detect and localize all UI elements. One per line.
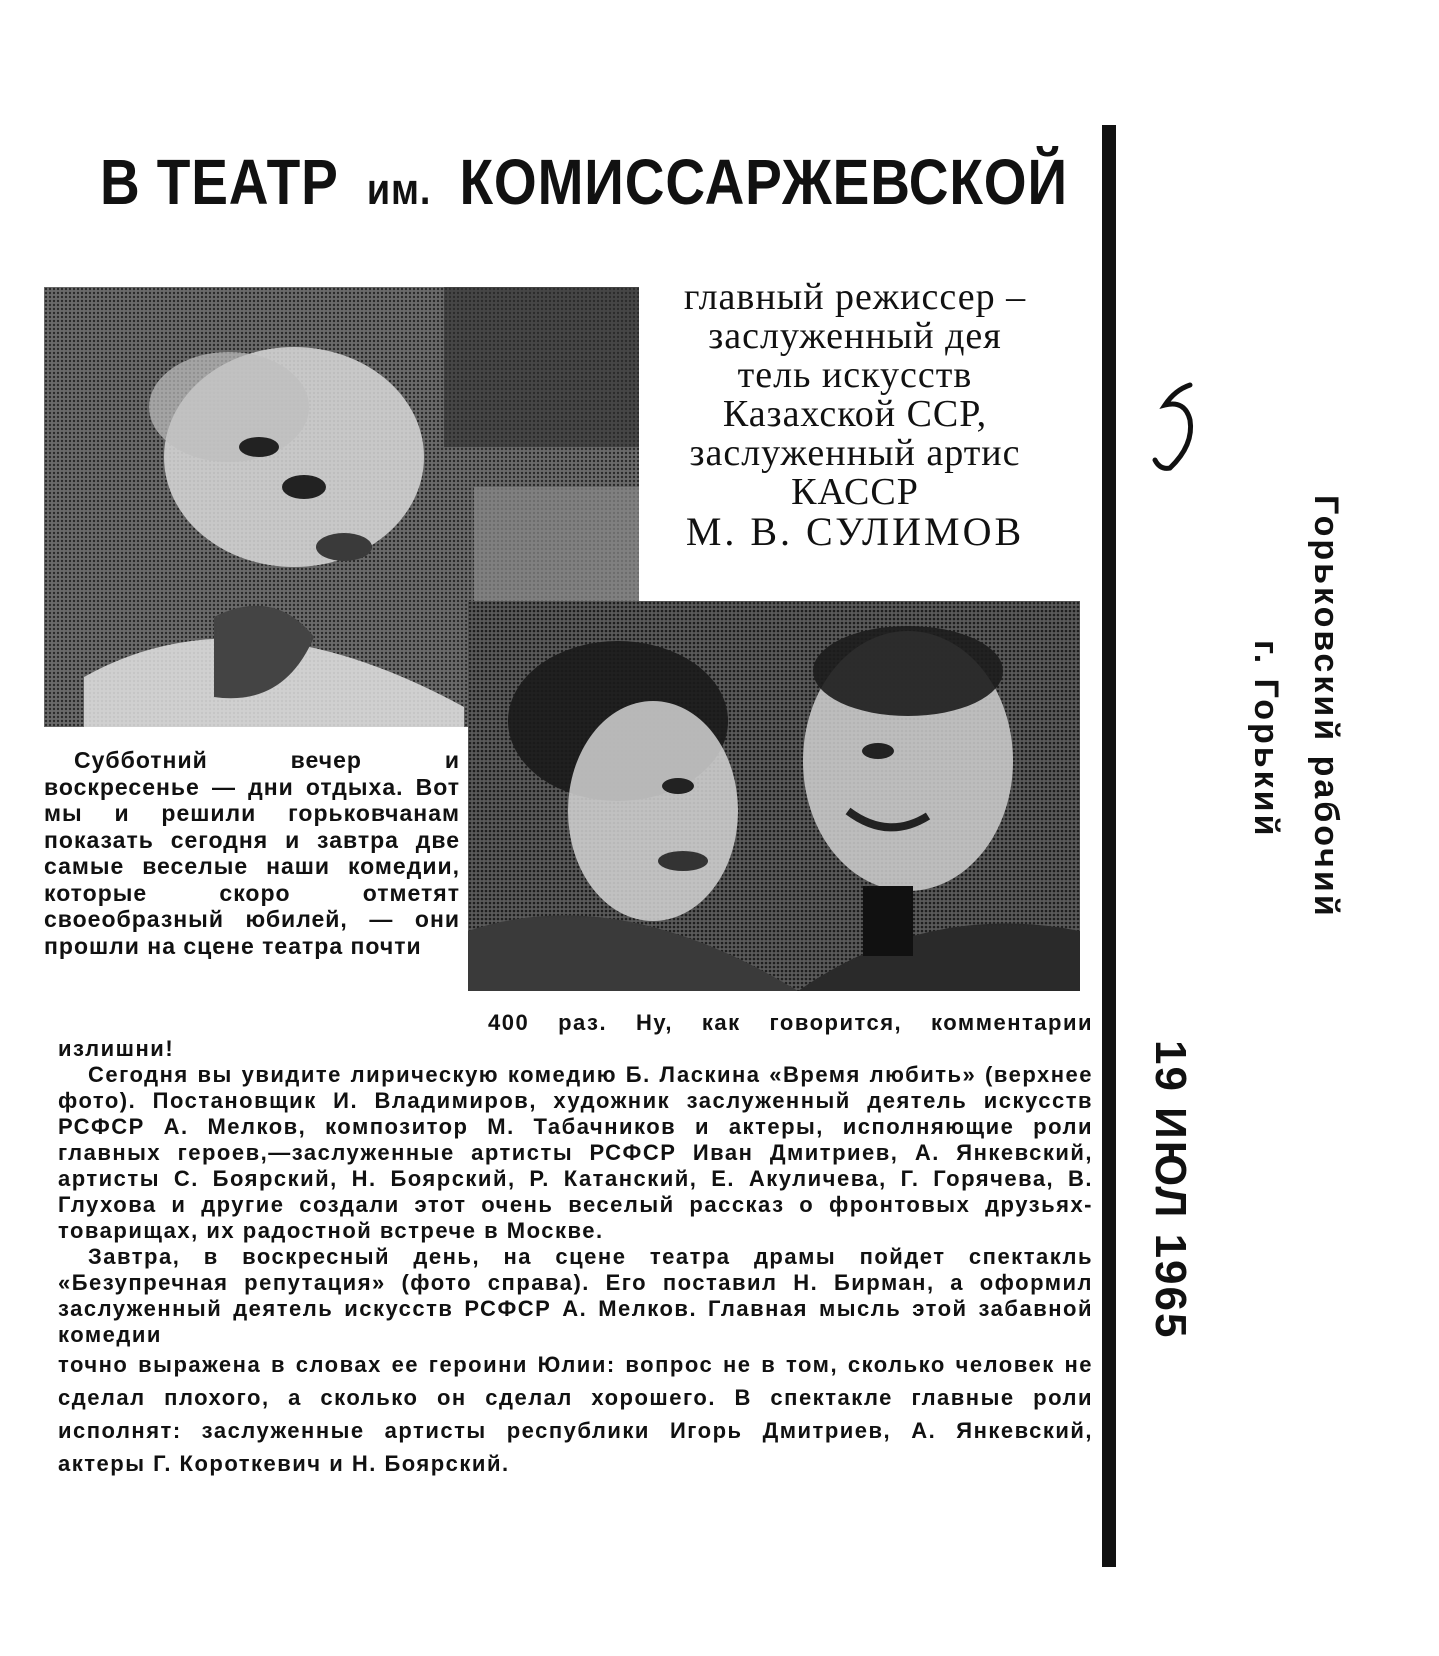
publication-stamp: Горьковский рабочий: [1307, 495, 1345, 919]
director-line-5: заслуженный артис: [689, 432, 1021, 474]
director-line-2: заслуженный дея: [708, 315, 1002, 357]
director-line-4: Казахской ССР,: [722, 393, 988, 435]
director-name: М. В. СУЛИМОВ: [685, 509, 1025, 554]
intro-text: Субботний вечер и воскресенье — дни отдыха. Вот мы и решили горьковчанам показать сегодня и завтра две самые веселые наши комедии, которые скоро отметят своеобразный юбилей, — они прошли на сцене театра почти: [44, 747, 460, 959]
handwritten-page-mark: [1150, 380, 1210, 475]
director-line-3: тель искусств: [737, 354, 973, 396]
headline-part-2: им.: [366, 165, 432, 214]
headline-part-1: В ТЕАТР: [100, 146, 339, 218]
photo-couple: [468, 601, 1080, 991]
paragraph-2b: точно выражена в словах ее героини Юлии: вопрос не в том, сколько человек не сделал плохого, а сколько он сделал хорошего. В спектакле главные роли исполнят: заслуженные артисты республики Игорь Дмитриев, А. Янкевский, актеры Г. Короткевич и Н. Боярский.: [58, 1352, 1093, 1476]
intro-continuation: 400 раз. Ну, как говорится, комментарии излишни!: [58, 1010, 1093, 1061]
headline-part-3: КОМИССАРЖЕВСКОЙ: [459, 146, 1068, 218]
paragraph-2a: Завтра, в воскресный день, на сцене театра драмы пойдет спектакль «Безупречная репутация» (фото справа). Его поставил Н. Бирман, а оформил заслуженный деятель искусств РСФСР А. Мелков. Главная мысль этой забавной комедии: [58, 1244, 1093, 1347]
city-stamp: г. Горький: [1247, 640, 1285, 839]
article-body: [58, 1010, 1093, 1480]
director-caption: [650, 276, 1060, 554]
director-line-1: главный режиссер –: [683, 276, 1027, 318]
headline: [100, 142, 1068, 230]
date-stamp: 19 ИЮЛ 1965: [1146, 1040, 1195, 1340]
paragraph-1: Сегодня вы увидите лирическую комедию Б. Ласкина «Время любить» (верхнее фото). Постановщик И. Владимиров, художник заслуженный деятель искусств РСФСР А. Мелков, композитор М. Табачников и актеры, исполняющие роли главных героев,—заслуженные артисты РСФСР Иван Дмитриев, А. Янкевский, артисты С. Боярский, Н. Боярский, Р. Катанский, Е. Акуличева, Г. Горячева, В. Глухова и другие создали этот очень веселый рассказ о фронтовых друзьях-товарищах, их радостной встрече в Москве.: [58, 1062, 1093, 1243]
vertical-rule: [1102, 125, 1116, 1567]
director-line-6: КАССР: [791, 471, 919, 513]
